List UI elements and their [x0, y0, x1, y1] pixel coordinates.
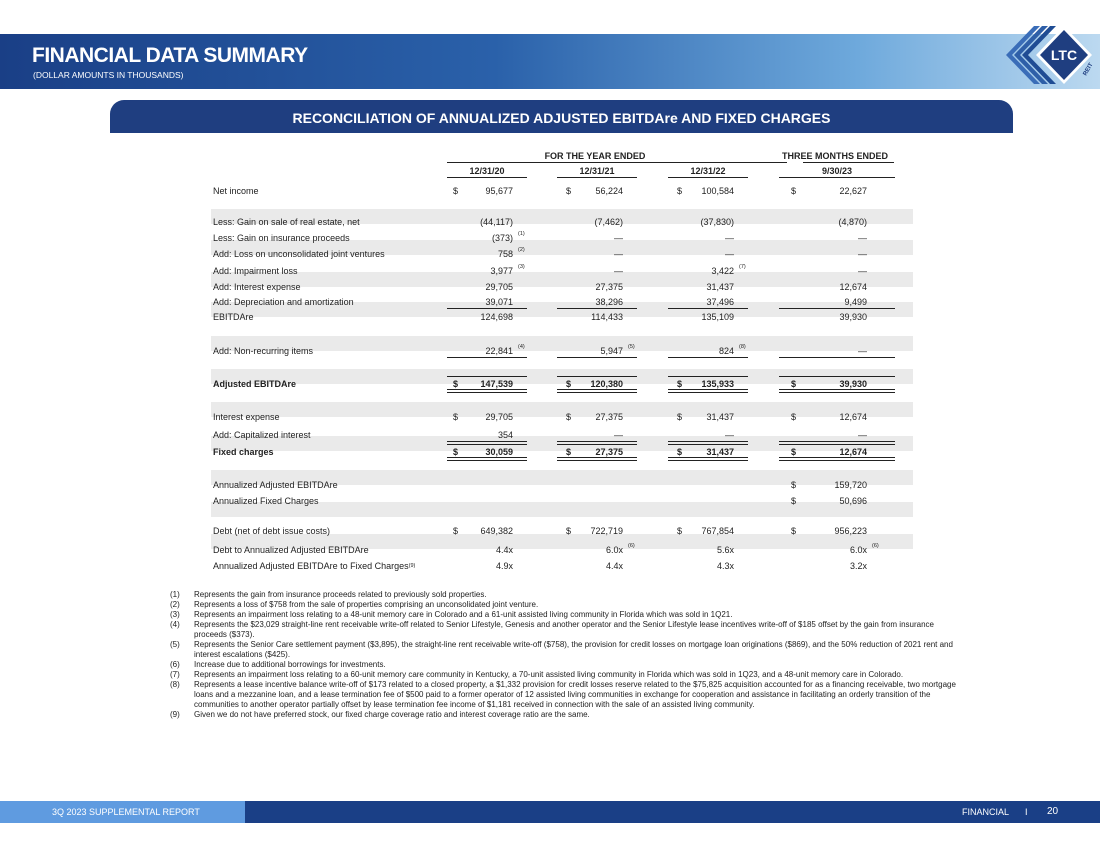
total-line-top: [447, 376, 527, 377]
dollar-sign: $: [791, 412, 797, 422]
cell-value: —: [858, 266, 867, 276]
column-header: 12/31/21: [579, 166, 615, 176]
cell-value: 824: [718, 346, 734, 356]
total-double-underline: [557, 457, 637, 461]
dollar-sign: $: [677, 412, 683, 422]
cell-value: 956,223: [834, 526, 867, 536]
cell-value: 4.9x: [495, 561, 513, 571]
row-label: Annualized Adjusted EBITDAre: [213, 480, 338, 490]
total-double-underline: [447, 389, 527, 393]
cell-value: 722,719: [590, 526, 623, 536]
dollar-sign: $: [677, 526, 683, 536]
row-label: Add: Depreciation and amortization: [213, 297, 354, 307]
cell-value: 649,382: [480, 526, 513, 536]
cell-value: 95,677: [485, 186, 513, 196]
row-label: Add: Capitalized interest: [213, 430, 311, 440]
footnote-text: Represents an impairment loss relating to a 48-unit memory care in Colorado and a 61-unit assisted living community in Florida which was sold in 1Q21.: [194, 610, 733, 619]
cell-value: —: [725, 233, 734, 243]
subtotal-line: [447, 308, 527, 309]
cell-value: 6.0x: [605, 545, 623, 555]
cell-value: 29,705: [485, 412, 513, 422]
cell-value: 30,059: [485, 447, 513, 457]
subtotal-line: [557, 308, 637, 309]
page-subtitle: (DOLLAR AMOUNTS IN THOUSANDS): [33, 70, 184, 80]
cell-value: 12,674: [839, 282, 867, 292]
dollar-sign: $: [791, 496, 797, 506]
row-label: Debt to Annualized Adjusted EBITDAre: [213, 545, 369, 555]
logo-text: LTC: [1050, 47, 1078, 63]
footer-separator: I: [1025, 807, 1028, 817]
footnote-marker: (1): [518, 231, 525, 237]
footnote-text: Represents the gain from insurance proceeds related to previously sold properties.: [194, 590, 487, 599]
cell-value: 6.0x: [849, 545, 867, 555]
cell-value: —: [858, 233, 867, 243]
dollar-sign: $: [791, 526, 797, 536]
footnote: [170, 710, 960, 720]
footnote-number: (3): [170, 610, 180, 619]
footnote-number: (9): [170, 710, 180, 719]
column-header-underline: [557, 177, 637, 178]
total-line-top: [779, 376, 895, 377]
dollar-sign: $: [453, 379, 459, 389]
footnote-number: (4): [170, 620, 180, 629]
cell-value: —: [858, 346, 867, 356]
total-double-underline: [668, 457, 748, 461]
cell-value: (373): [491, 233, 513, 243]
cell-value: 3,422: [711, 266, 734, 276]
footnotes: [170, 590, 960, 720]
row-label: Debt (net of debt issue costs): [213, 526, 331, 536]
cell-value: 39,071: [485, 297, 513, 307]
column-header: 12/31/22: [690, 166, 726, 176]
footnote-marker: (6): [628, 543, 635, 549]
footnote-text: Represents an impairment loss relating to a 60-unit memory care community in Kentucky, a 70-unit assisted living community in Florida which was sold in 1Q23, and a 48-unit memory care in Colorado.: [194, 670, 904, 679]
row-label: Annualized Fixed Charges: [213, 496, 319, 506]
footnote-marker: (8): [739, 344, 746, 350]
total-double-underline: [447, 457, 527, 461]
row-label: Add: Impairment loss: [213, 266, 298, 276]
dollar-sign: $: [453, 412, 459, 422]
cell-value: 39,930: [839, 379, 867, 389]
cell-value: 5.6x: [716, 545, 734, 555]
cell-value: —: [858, 249, 867, 259]
row-label: EBITDAre: [213, 312, 254, 322]
dollar-sign: $: [791, 186, 797, 196]
cell-value: 4.4x: [605, 561, 623, 571]
footnote-marker: (2): [518, 247, 525, 253]
cell-value: —: [725, 249, 734, 259]
footnote: [170, 660, 960, 670]
cell-value: 39,930: [839, 312, 867, 322]
footer-section: FINANCIAL: [962, 807, 1010, 817]
footnote-marker: (6): [872, 543, 879, 549]
footnote: [170, 670, 960, 680]
group-header-year: FOR THE YEAR ENDED: [544, 151, 646, 161]
total-line-top: [557, 376, 637, 377]
dollar-sign: $: [453, 186, 459, 196]
group-underline: [447, 162, 787, 163]
dollar-sign: $: [791, 447, 797, 457]
total-double-underline: [779, 457, 895, 461]
dollar-sign: $: [566, 526, 572, 536]
column-header-underline: [447, 177, 527, 178]
footnote-text: Represents the Senior Care settlement payment ($3,895), the straight-line rent receivable write-off ($758), the provision for credit losses on mortgage loan originations ($869), and the 50% reduction of 2021 rent and interest escalations ($425).: [194, 640, 953, 659]
cell-value: —: [614, 233, 623, 243]
dollar-sign: $: [566, 379, 572, 389]
column-header-underline: [779, 177, 895, 178]
footnote-marker: (4): [518, 344, 525, 350]
page-title: FINANCIAL DATA SUMMARY: [32, 44, 308, 67]
dollar-sign: $: [677, 186, 683, 196]
cell-value: 12,674: [839, 447, 867, 457]
page-number: 20: [1047, 806, 1059, 817]
dollar-sign: $: [791, 480, 797, 490]
cell-value: 124,698: [480, 312, 513, 322]
total-line-top: [447, 444, 527, 445]
footnote: [170, 590, 960, 600]
footnote-number: (2): [170, 600, 180, 609]
row-label: Fixed charges: [213, 447, 274, 457]
total-line-top: [557, 444, 637, 445]
cell-value: 4.3x: [716, 561, 734, 571]
cell-value: 3,977: [490, 266, 513, 276]
cell-value: 31,437: [706, 447, 734, 457]
footnote: [170, 600, 960, 610]
subtotal-line: [779, 441, 895, 442]
cell-value: —: [614, 266, 623, 276]
cell-value: 100,584: [701, 186, 734, 196]
subtotal-line: [779, 308, 895, 309]
cell-value: 56,224: [595, 186, 623, 196]
dollar-sign: $: [566, 447, 572, 457]
column-header: 12/31/20: [469, 166, 505, 176]
subtotal-line: [668, 441, 748, 442]
cell-value: 22,841: [485, 346, 513, 356]
footnote-marker: (9): [408, 563, 416, 569]
logo-subtext: REIT: [1082, 62, 1095, 77]
cell-value: 31,437: [706, 412, 734, 422]
footnote-marker: (3): [518, 264, 525, 270]
subtotal-line: [557, 441, 637, 442]
subtotal-line: [447, 441, 527, 442]
dollar-sign: $: [566, 186, 572, 196]
dollar-sign: $: [677, 447, 683, 457]
footnote-number: (1): [170, 590, 180, 599]
footnote: [170, 640, 960, 660]
cell-value: 3.2x: [849, 561, 867, 571]
total-double-underline: [557, 389, 637, 393]
section-banner: RECONCILIATION OF ANNUALIZED ADJUSTED EBITDAre AND FIXED CHARGES: [110, 100, 1013, 133]
row-label: Net income: [213, 186, 259, 196]
total-line-top: [668, 376, 748, 377]
cell-value: 114,433: [591, 312, 623, 322]
cell-value: 135,933: [701, 379, 734, 389]
cell-value: —: [858, 430, 867, 440]
cell-value: 758: [497, 249, 513, 259]
cell-value: (4,870): [838, 217, 867, 227]
footnote-text: Increase due to additional borrowings for investments.: [194, 660, 386, 669]
cell-value: 27,375: [595, 447, 623, 457]
dollar-sign: $: [453, 526, 459, 536]
footnote-text: Represents the $23,029 straight-line rent receivable write-off related to Senior Lifestyle, Genesis and another operator and the Senior Lifestyle lease incentives write-off of $185 offset by the gain from insurance proceeds ($373).: [194, 620, 934, 639]
cell-value: (37,830): [700, 217, 734, 227]
group-header-quarter: THREE MONTHS ENDED: [781, 151, 888, 161]
footer-report-name: 3Q 2023 SUPPLEMENTAL REPORT: [52, 807, 200, 817]
footnote-number: (7): [170, 670, 180, 679]
cell-value: —: [725, 430, 734, 440]
row-label: Add: Loss on unconsolidated joint ventures: [213, 249, 385, 259]
dollar-sign: $: [453, 447, 459, 457]
cell-value: 147,539: [480, 379, 513, 389]
cell-value: 31,437: [706, 282, 734, 292]
footnote-text: Represents a loss of $758 from the sale of properties comprising an unconsolidated joint venture.: [194, 600, 539, 609]
cell-value: 767,854: [701, 526, 734, 536]
subtotal-line: [668, 357, 748, 358]
cell-value: 5,947: [600, 346, 623, 356]
footnote: [170, 610, 960, 620]
cell-value: 50,696: [839, 496, 867, 506]
subtotal-line: [668, 308, 748, 309]
total-double-underline: [668, 389, 748, 393]
cell-value: 12,674: [839, 412, 867, 422]
row-label: Annualized Adjusted EBITDAre to Fixed Charges$^{(9)}$: [213, 561, 416, 571]
cell-value: —: [614, 249, 623, 259]
group-underline: [803, 162, 894, 163]
dollar-sign: $: [566, 412, 572, 422]
row-label: Less: Gain on insurance proceeds: [213, 233, 350, 243]
column-header: 9/30/23: [821, 166, 853, 176]
cell-value: 38,296: [595, 297, 623, 307]
cell-value: 135,109: [701, 312, 734, 322]
footnote-marker: (5): [628, 344, 635, 350]
cell-value: 120,380: [590, 379, 623, 389]
row-label: Adjusted EBITDAre: [213, 379, 297, 389]
total-double-underline: [779, 389, 895, 393]
subtotal-line: [779, 357, 895, 358]
row-label: Add: Interest expense: [213, 282, 301, 292]
row-label: Add: Non-recurring items: [213, 346, 314, 356]
dollar-sign: $: [791, 379, 797, 389]
cell-value: 27,375: [595, 412, 623, 422]
footnote-marker: (7): [739, 264, 746, 270]
column-header-underline: [668, 177, 748, 178]
footnote-text: Represents a lease incentive balance write-off of $173 related to a closed property, a $1,332 provision for credit losses reserve related to the $75,825 acquisition accounted for as a financing receivable, two mortgage loans and a mezzanine loan, and a lease termination fee of $500 paid to a former operator of 12 assisted living communities in exchange for cooperation and assistance in facilitating an orderly transition of the communities to another operator partially offset by lease termination fee income of $1,181 received in connection with the sale of an assisted living community.: [194, 680, 956, 709]
row-label: Less: Gain on sale of real estate, net: [213, 217, 360, 227]
cell-value: (44,117): [480, 217, 513, 227]
footnote-number: (6): [170, 660, 180, 669]
cell-value: 29,705: [485, 282, 513, 292]
footnote-number: (8): [170, 680, 180, 689]
total-line-top: [779, 444, 895, 445]
total-line-top: [668, 444, 748, 445]
cell-value: 37,496: [706, 297, 734, 307]
cell-value: 27,375: [595, 282, 623, 292]
footnote-number: (5): [170, 640, 180, 649]
row-label: Interest expense: [213, 412, 280, 422]
cell-value: 354: [497, 430, 513, 440]
subtotal-line: [557, 357, 637, 358]
cell-value: 159,720: [834, 480, 867, 490]
cell-value: 9,499: [844, 297, 867, 307]
footnote: [170, 620, 960, 640]
cell-value: 22,627: [839, 186, 867, 196]
subtotal-line: [447, 357, 527, 358]
dollar-sign: $: [677, 379, 683, 389]
cell-value: (7,462): [594, 217, 623, 227]
cell-value: —: [614, 430, 623, 440]
footnote-text: Given we do not have preferred stock, our fixed charge coverage ratio and interest coverage ratio are the same.: [194, 710, 590, 719]
cell-value: 4.4x: [495, 545, 513, 555]
footnote: [170, 680, 960, 710]
